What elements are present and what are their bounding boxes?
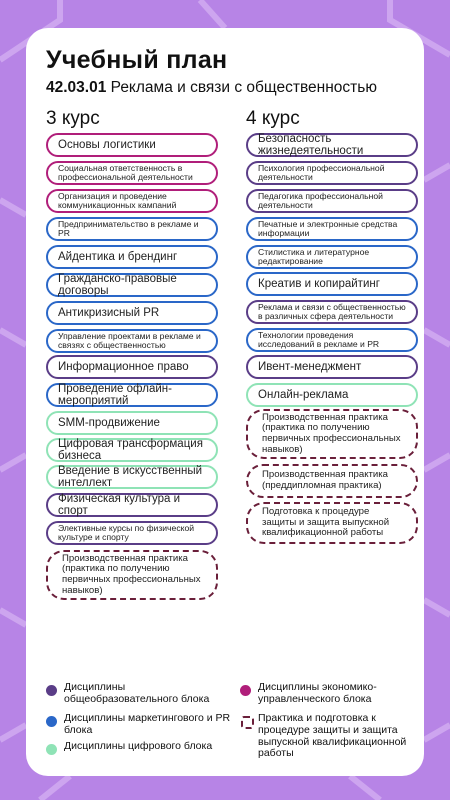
course3-item: Проведение офлайн-мероприятий — [46, 383, 218, 407]
course3-practice: Производственная практика (практика по получению первичных профессиональных навыков) — [46, 550, 218, 600]
course3-item: Социальная ответственность в профессиональной деятельности — [46, 161, 218, 185]
course3-item: Основы логистики — [46, 133, 218, 157]
legend-digital: Дисциплины цифрового блока — [64, 740, 213, 752]
course4-item: Онлайн-реклама — [246, 383, 418, 407]
legend-general: Дисциплины общеобразовательного блока — [64, 681, 210, 705]
legend-practice: Практика и подготовка к процедуре защиты и защита выпускной квалификационной работы — [258, 712, 407, 760]
page-title: Учебный план — [46, 46, 228, 74]
course4-item: Креатив и копирайтинг — [246, 272, 418, 296]
course3-item: SMM-продвижение — [46, 411, 218, 435]
course4-item: Безопасность жизнедеятельности — [246, 133, 418, 157]
legend-general-dot — [46, 685, 57, 696]
course3-item: Элективные курсы по физической культуре и спорту — [46, 521, 218, 545]
legend-marketing: Дисциплины маркетингового и PR блока — [64, 712, 231, 736]
course3-item: Информационное право — [46, 355, 218, 379]
course3-item: Айдентика и брендинг — [46, 245, 218, 269]
legend-practice-icon — [241, 716, 254, 729]
legend-economic: Дисциплины экономико-управленческого блока — [258, 681, 377, 705]
program-code: 42.03.01 — [46, 79, 107, 96]
course3-item: Организация и проведение коммуникационных кампаний — [46, 189, 218, 213]
legend-marketing-dot — [46, 716, 57, 727]
course4-item: Печатные и электронные средства информации — [246, 217, 418, 241]
course3-item: Предпринимательство в рекламе и PR — [46, 217, 218, 241]
course3-item: Введение в искусственный интеллект — [46, 465, 218, 489]
course4-item: Педагогика профессиональной деятельности — [246, 189, 418, 213]
course4-item: Психология профессиональной деятельности — [246, 161, 418, 185]
course4-practice: Производственная практика (практика по получению первичных профессиональных навыков) — [246, 409, 418, 459]
course4-practice: Подготовка к процедуре защиты и защита выпускной квалификационной работы — [246, 502, 418, 544]
course3-item: Управление проектами в рекламе и связях с общественностью — [46, 329, 218, 353]
course4-item: Стилистика и литературное редактирование — [246, 245, 418, 269]
course3-heading: 3 курс — [46, 108, 100, 129]
curriculum-card — [26, 28, 424, 776]
course4-item: Технологии проведения исследований в рекламе и PR — [246, 328, 418, 352]
program-subtitle — [46, 79, 377, 97]
course4-item: Ивент-менеджмент — [246, 355, 418, 379]
course4-heading: 4 курс — [246, 108, 300, 129]
legend-digital-dot — [46, 744, 57, 755]
course3-item: Физическая культура и спорт — [46, 493, 218, 517]
course4-practice: Производственная практика (преддипломная практика) — [246, 464, 418, 498]
legend-economic-dot — [240, 685, 251, 696]
course3-item: Гражданско-правовые договоры — [46, 273, 218, 297]
course3-item: Антикризисный PR — [46, 301, 218, 325]
program-name: Реклама и связи с общественностью — [110, 79, 377, 96]
course4-item: Реклама и связи с общественностью в различных сфера деятельности — [246, 300, 418, 324]
course3-item: Цифровая трансформация бизнеса — [46, 438, 218, 462]
